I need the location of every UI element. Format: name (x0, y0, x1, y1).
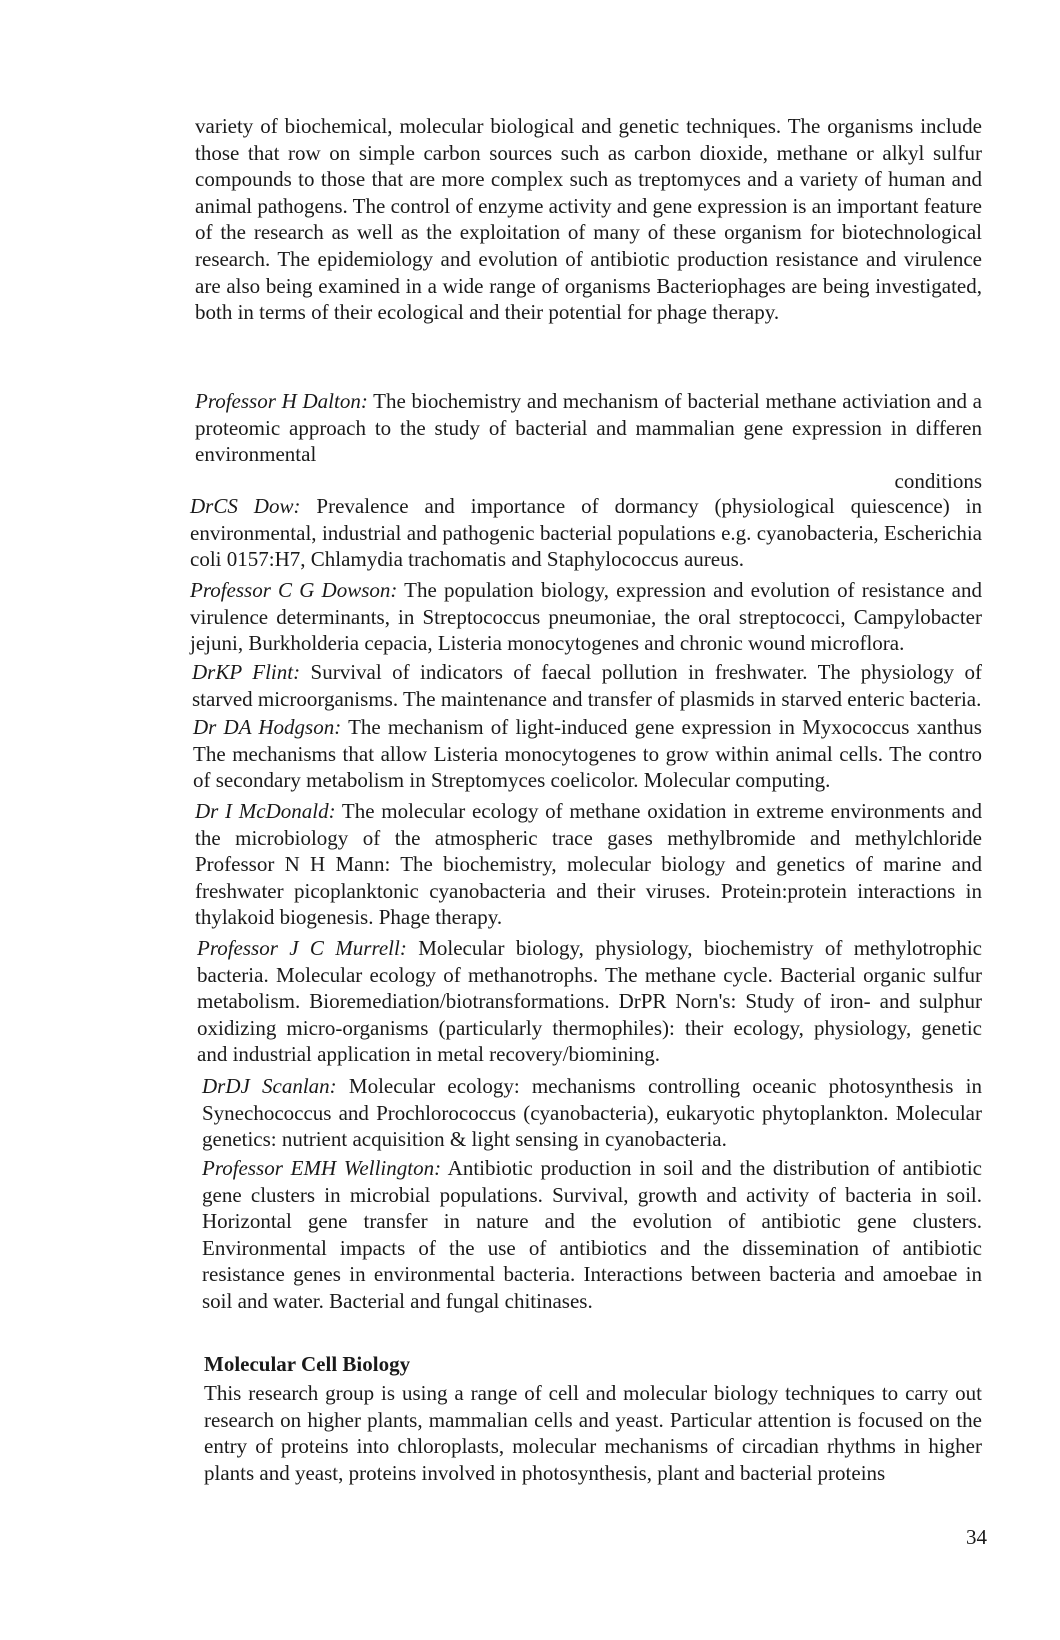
research-description: The biochemistry and mechanism of bacterial methane activiation and a proteomic approach to the study of bacterial and mammalian gene expression in differen environmental (195, 389, 982, 467)
researcher-name: Dr DA Hodgson: (193, 715, 342, 739)
research-description: Prevalence and importance of dormancy (physiological quiescence) in environmental, industrial and pathogenic bacterial populations e.g. cyanobacteria, Escherichia coli 0157:H7, Chlamydia trachomatis and Staphylococcus aureus. (190, 494, 983, 572)
page-number: 34 (966, 1525, 987, 1549)
section-heading: Molecular Cell Biology (204, 1352, 411, 1376)
research-description: Molecular ecology: mechanisms controlling oceanic photosynthesis in Synechococcus and Prochlorococcus (cyanobacteria), eukaryotic phytoplankton. Molecular genetics: nutrient acquisition & light sensing in cyanobacteria. (202, 1074, 982, 1152)
research-description: The population biology, expression and evolution of resistance and virulence determinants, in Streptococcus pneumoniae, the oral streptococci, Campylobacter jejuni, Burkholderia cepacia, Listeria monocytogenes and chronic wound microflora. (190, 578, 982, 656)
researcher-name: DrDJ Scanlan: (202, 1074, 337, 1098)
intro-paragraph: variety of biochemical, molecular biological and genetic techniques. The organisms include those that row on simple carbon sources such as carbon dioxide, methane or alkyl sulfur compounds to those that are more complex such as treptomyces and a variety of human and animal pathogens. The control of enzyme activity and gene expression is an important feature of the research as well as the exploitation of many of these organism for biotechnological research. The epidemiology and evolution of antibiotic production resistance and virulence are also being examined in a wide range of organisms Bacteriophages are being investigated, both in terms of their ecological and their potential for phage therapy. (195, 114, 982, 325)
researcher-name: Dr I McDonald: (195, 799, 336, 823)
wellington-entry (202, 1155, 982, 1315)
researcher-name: Professor J C Murrell: (197, 936, 407, 960)
researcher-name: Professor EMH Wellington: (202, 1156, 442, 1180)
research-description-tail: conditions (894, 468, 982, 493)
research-description: The molecular ecology of methane oxidation in extreme environments and the microbiology of the atmospheric trace gases methylbromide and methylchloride Professor N H Mann: The biochemistry, molecular biology and genetics of marine and freshwater picoplanktonic cyanobacteria and their viruses. Protein:protein interactions in thylakoid biogenesis. Phage therapy. (195, 799, 983, 930)
scanlan-entry (202, 1073, 982, 1153)
research-description: Antibiotic production in soil and the distribution of antibiotic gene clusters in microbial populations. Survival, growth and activity of bacteria in soil. Horizontal gene transfer in nature and the evolution of antibiotic gene clusters. Environmental impacts of the use of antibiotics and the dissemination of antibiotic resistance genes in environmental bacteria. Interactions between bacteria and amoebae in soil and water. Bacterial and fungal chitinases. (202, 1156, 982, 1313)
cell-biology-paragraph: This research group is using a range of cell and molecular biology techniques to carry out research on higher plants, mammalian cells and yeast. Particular attention is focused on the entry of proteins into chloroplasts, molecular mechanisms of circadian rhythms in higher plants and yeast, proteins involved in photosynthesis, plant and bacterial proteins (204, 1381, 982, 1485)
researcher-name: Professor C G Dowson: (190, 578, 398, 602)
flint-entry (192, 659, 982, 712)
researcher-name: DrCS Dow: (190, 494, 301, 518)
dalton-entry (195, 388, 982, 494)
murrell-entry (197, 935, 982, 1068)
researcher-name: Professor H Dalton: (195, 389, 368, 413)
researcher-name: DrKP Flint: (192, 660, 301, 684)
dowson-entry (190, 577, 982, 657)
dow-entry (190, 493, 982, 573)
hodgson-entry (193, 714, 982, 794)
research-description: Molecular biology, physiology, biochemistry of methylotrophic bacteria. Molecular ecology of methanotrophs. The methane cycle. Bacterial organic sulfur metabolism. Bioremediation/biotransformations. DrPR Norn's: Study of iron- and sulphur oxidizing micro-organisms (particularly thermophiles): their ecology, physiology, genetic and industrial application in metal recovery/biomining. (197, 936, 983, 1067)
research-description: Survival of indicators of faecal pollution in freshwater. The physiology of starved microorganisms. The maintenance and transfer of plasmids in starved enteric bacteria. (192, 660, 982, 711)
research-description: The mechanism of light-induced gene expression in Myxococcus xanthus The mechanisms that allow Listeria monocytogenes to grow within animal cells. The contro of secondary metabolism in Streptomyces coelicolor. Molecular computing. (193, 715, 982, 793)
mcdonald-entry (195, 798, 982, 931)
